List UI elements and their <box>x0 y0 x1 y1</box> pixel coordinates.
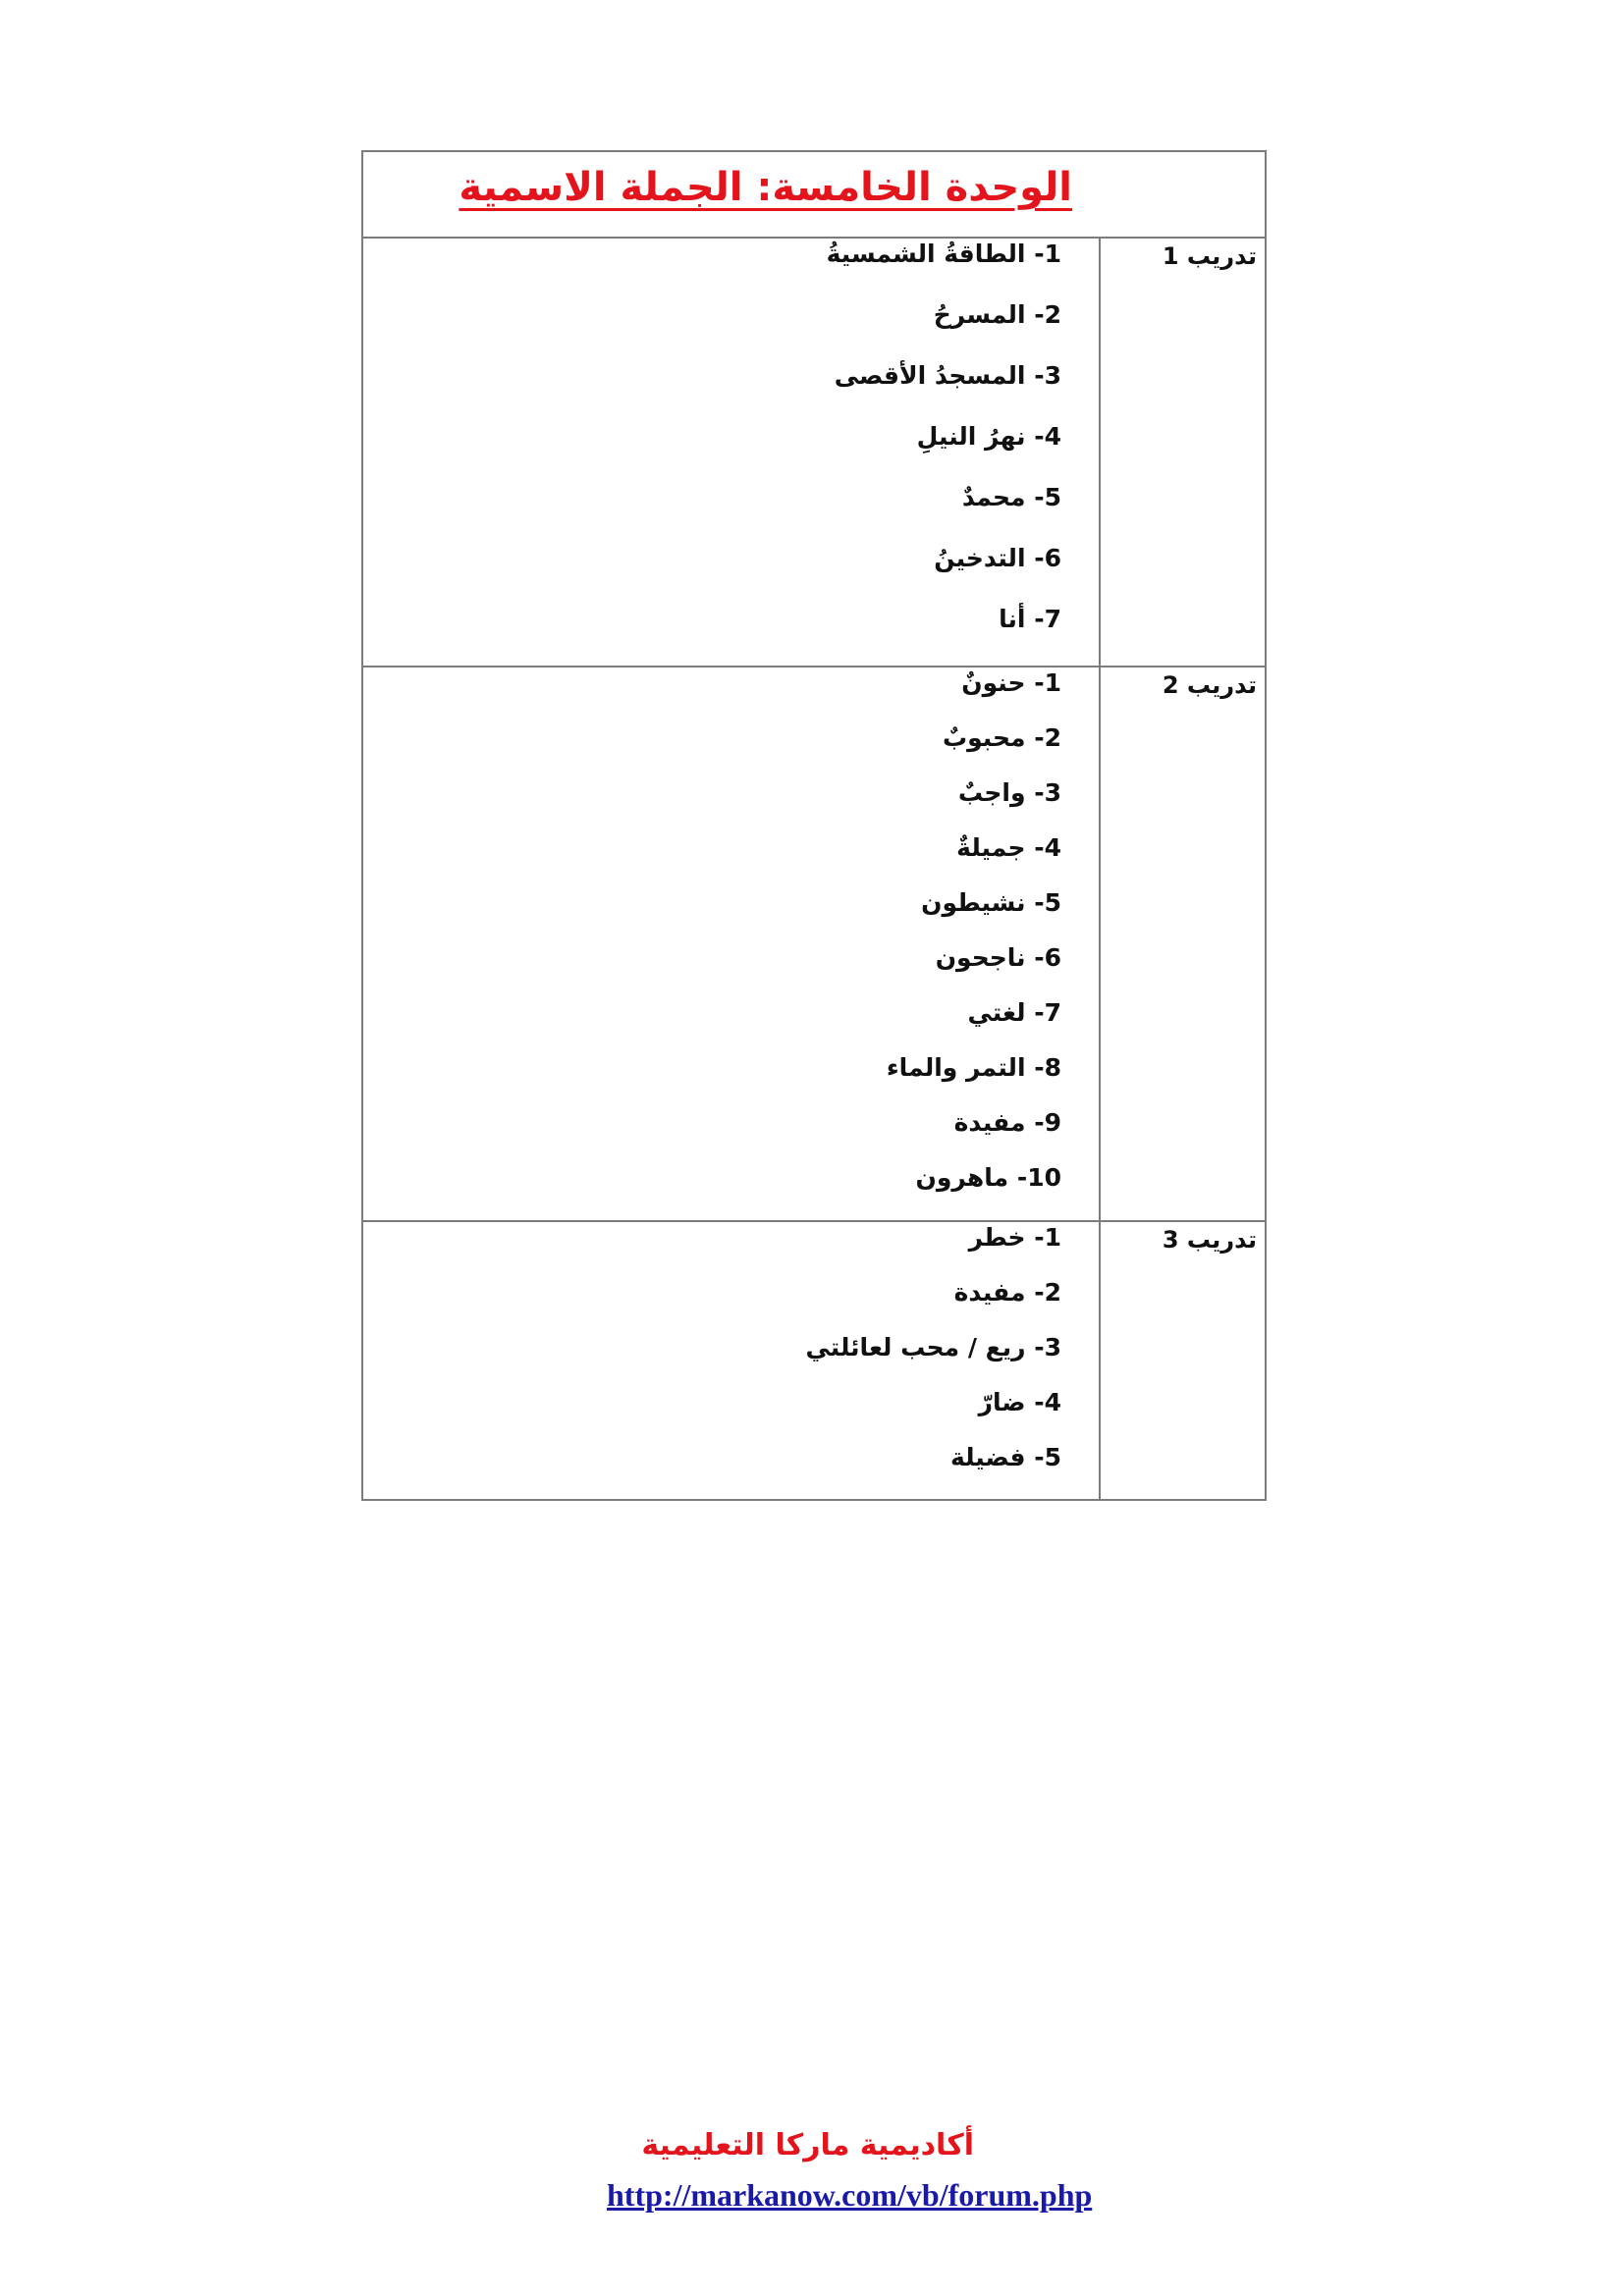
list-item: 3- المسجدُ الأقصى <box>834 361 1061 390</box>
list-item: 8- التمر والماء <box>886 1053 1061 1082</box>
list-item: 10- ماهرون <box>915 1163 1061 1192</box>
list-item: 1- حنونٌ <box>961 668 1061 697</box>
list-item: 9- مفيدة <box>953 1108 1061 1137</box>
list-item: 7- لغتي <box>967 998 1061 1027</box>
answer-table <box>361 150 1267 1501</box>
list-item: 4- جميلةٌ <box>956 833 1061 862</box>
answer-list <box>827 239 1061 634</box>
list-item: 6- ناجحون <box>935 943 1061 972</box>
list-item: 2- محبوبٌ <box>943 723 1061 752</box>
footer-forum-link[interactable]: http://markanow.com/vb/forum.php <box>607 2177 1093 2213</box>
answer-list <box>805 1222 1061 1472</box>
exercise-section-2 <box>363 667 1265 1222</box>
label-cell <box>1099 1222 1265 1499</box>
list-item: 5- نشيطون <box>921 888 1061 917</box>
list-item: 2- المسرحُ <box>933 300 1061 329</box>
exercise-section-1 <box>363 239 1265 667</box>
list-item: 1- خطر <box>968 1223 1061 1252</box>
label-cell <box>1099 667 1265 1220</box>
list-item: 3- واجبٌ <box>957 778 1061 807</box>
list-item: 5- محمدٌ <box>961 483 1061 511</box>
answers-cell <box>363 667 1099 1220</box>
list-item: 6- التدخينُ <box>934 544 1061 572</box>
answers-cell <box>363 1222 1099 1499</box>
exercise-label: تدريب 1 <box>1162 242 1257 270</box>
list-item: 1- الطاقةُ الشمسيةُ <box>826 240 1061 268</box>
unit-title: الوحدة الخامسة: الجملة الاسمية <box>459 165 1072 210</box>
list-item: 4- ضارّ <box>978 1388 1061 1416</box>
footer-academy-name: أكاديمية ماركا التعليمية <box>641 2128 974 2163</box>
answer-list <box>887 667 1061 1193</box>
exercise-label: تدريب 2 <box>1162 671 1257 699</box>
exercise-label: تدريب 3 <box>1162 1226 1257 1254</box>
list-item: 4- نهرُ النيلِ <box>916 422 1061 451</box>
list-item: 7- أنا <box>999 605 1061 633</box>
list-item: 5- فضيلة <box>949 1443 1061 1471</box>
list-item: 2- مفيدة <box>953 1278 1061 1307</box>
list-item: 3- ريع / محب لعائلتي <box>805 1333 1061 1362</box>
label-cell <box>1099 239 1265 666</box>
answers-cell <box>363 239 1099 666</box>
title-row <box>363 152 1265 239</box>
exercise-section-3 <box>363 1222 1265 1499</box>
